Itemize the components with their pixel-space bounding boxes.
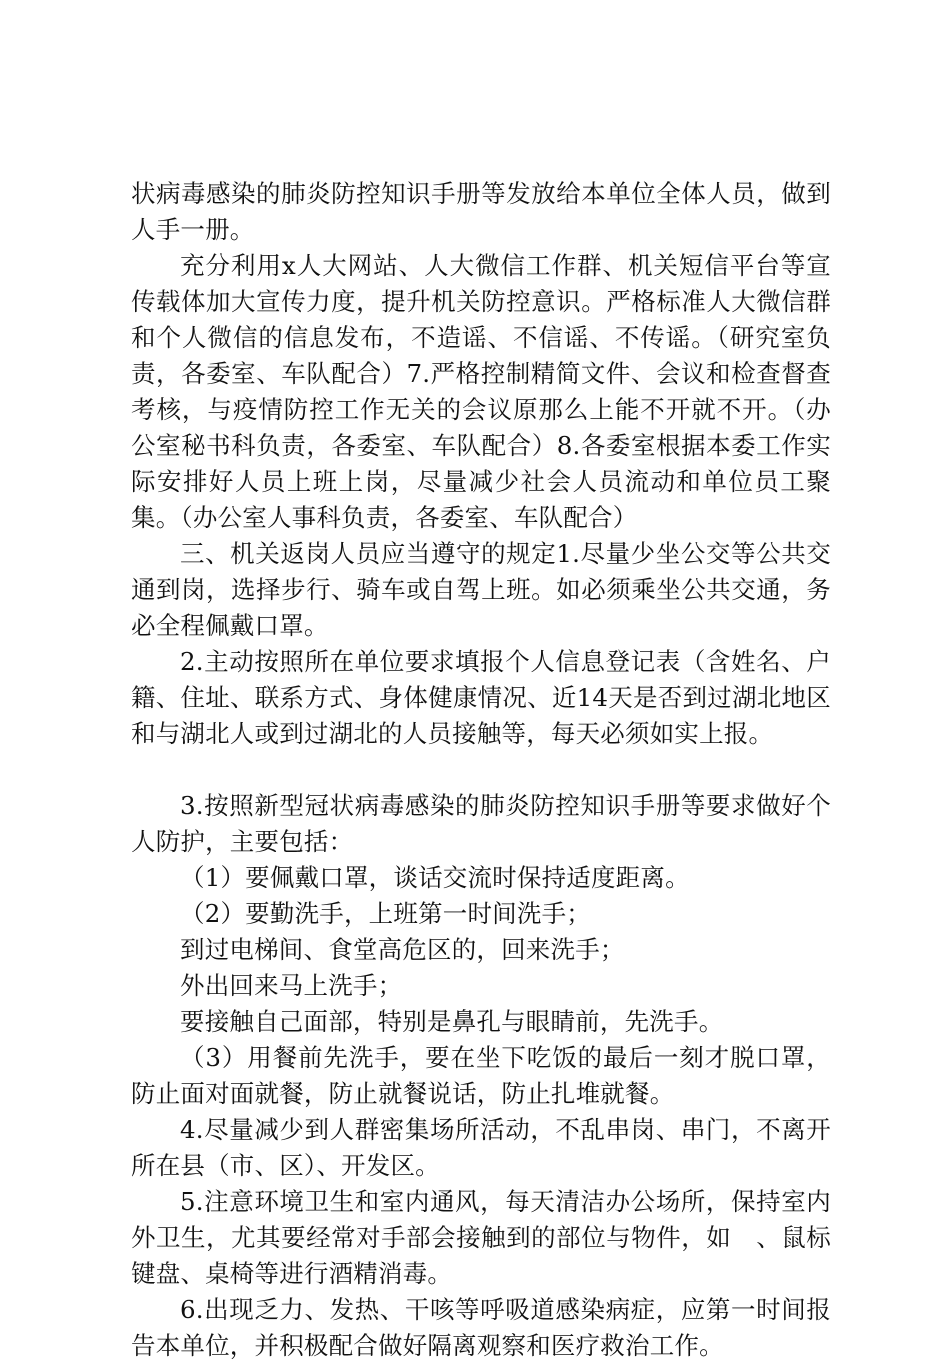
paragraph-spacer (131, 752, 831, 788)
paragraph-item-4: 4.尽量减少到人群密集场所活动，不乱串岗、串门，不离开所在县（市、区）、开发区。 (131, 1115, 831, 1180)
paragraph-publicity: 充分利用x人大网站、人大微信工作群、机关短信平台等宣传载体加大宣传力度，提升机关防控意识。严格标准人大微信群和个人微信的信息发布，不造谣、不信谣、不传谣。（研究室负责，各委室、车队配合）7.严格控制精简文件、会议和检查督查考核，与疫情防控工作无关的会议原那么上能不开就不开。（办公室秘书科负责，各委室、车队配合）8.各委室根据本委工作实际安排好人员上班上岗，尽量减少社会人员流动和单位员工聚集。（办公室人事科负责，各委室、车队配合） (131, 251, 831, 532)
paragraph-continuation: 状病毒感染的肺炎防控知识手册等发放给本单位全体人员，做到人手一册。 (131, 179, 831, 244)
paragraph-item-6: 6.出现乏力、发热、干咳等呼吸道感染病症，应第一时间报告本单位，并积极配合做好隔离观察和医疗救治工作。 (131, 1295, 831, 1360)
list-item-return: 外出回来马上洗手； (180, 971, 403, 1000)
list-item-mask: （1）要佩戴口罩，谈话交流时保持适度距离。 (180, 863, 690, 892)
document-body (131, 176, 831, 1364)
list-item-meal: （3）用餐前先洗手，要在坐下吃饭的最后一刻才脱口罩，防止面对面就餐，防止就餐说话，防止扎堆就餐。 (131, 1043, 831, 1108)
paragraph-item-5: 5.注意环境卫生和室内通风，每天清洁办公场所，保持室内外卫生，尤其要经常对手部会接触到的部位与物件，如 、鼠标键盘、桌椅等进行酒精消毒。 (131, 1187, 831, 1288)
list-item-handwash: （2）要勤洗手，上班第一时间洗手； (180, 899, 591, 928)
paragraph-item-2: 2.主动按照所在单位要求填报个人信息登记表（含姓名、户籍、住址、联系方式、身体健康情况、近14天是否到过湖北地区和与湖北人或到过湖北的人员接触等，每天必须如实上报。 (131, 647, 831, 748)
list-item-elevator: 到过电梯间、食堂高危区的，回来洗手； (180, 935, 625, 964)
paragraph-item-3: 3.按照新型冠状病毒感染的肺炎防控知识手册等要求做好个人防护，主要包括： (131, 791, 831, 856)
paragraph-section-three: 三、机关返岗人员应当遵守的规定1.尽量少坐公交等公共交通到岗，选择步行、骑车或自驾上班。如必须乘坐公共交通，务必全程佩戴口罩。 (131, 539, 831, 640)
list-item-face: 要接触自己面部，特别是鼻孔与眼睛前，先洗手。 (180, 1007, 724, 1036)
